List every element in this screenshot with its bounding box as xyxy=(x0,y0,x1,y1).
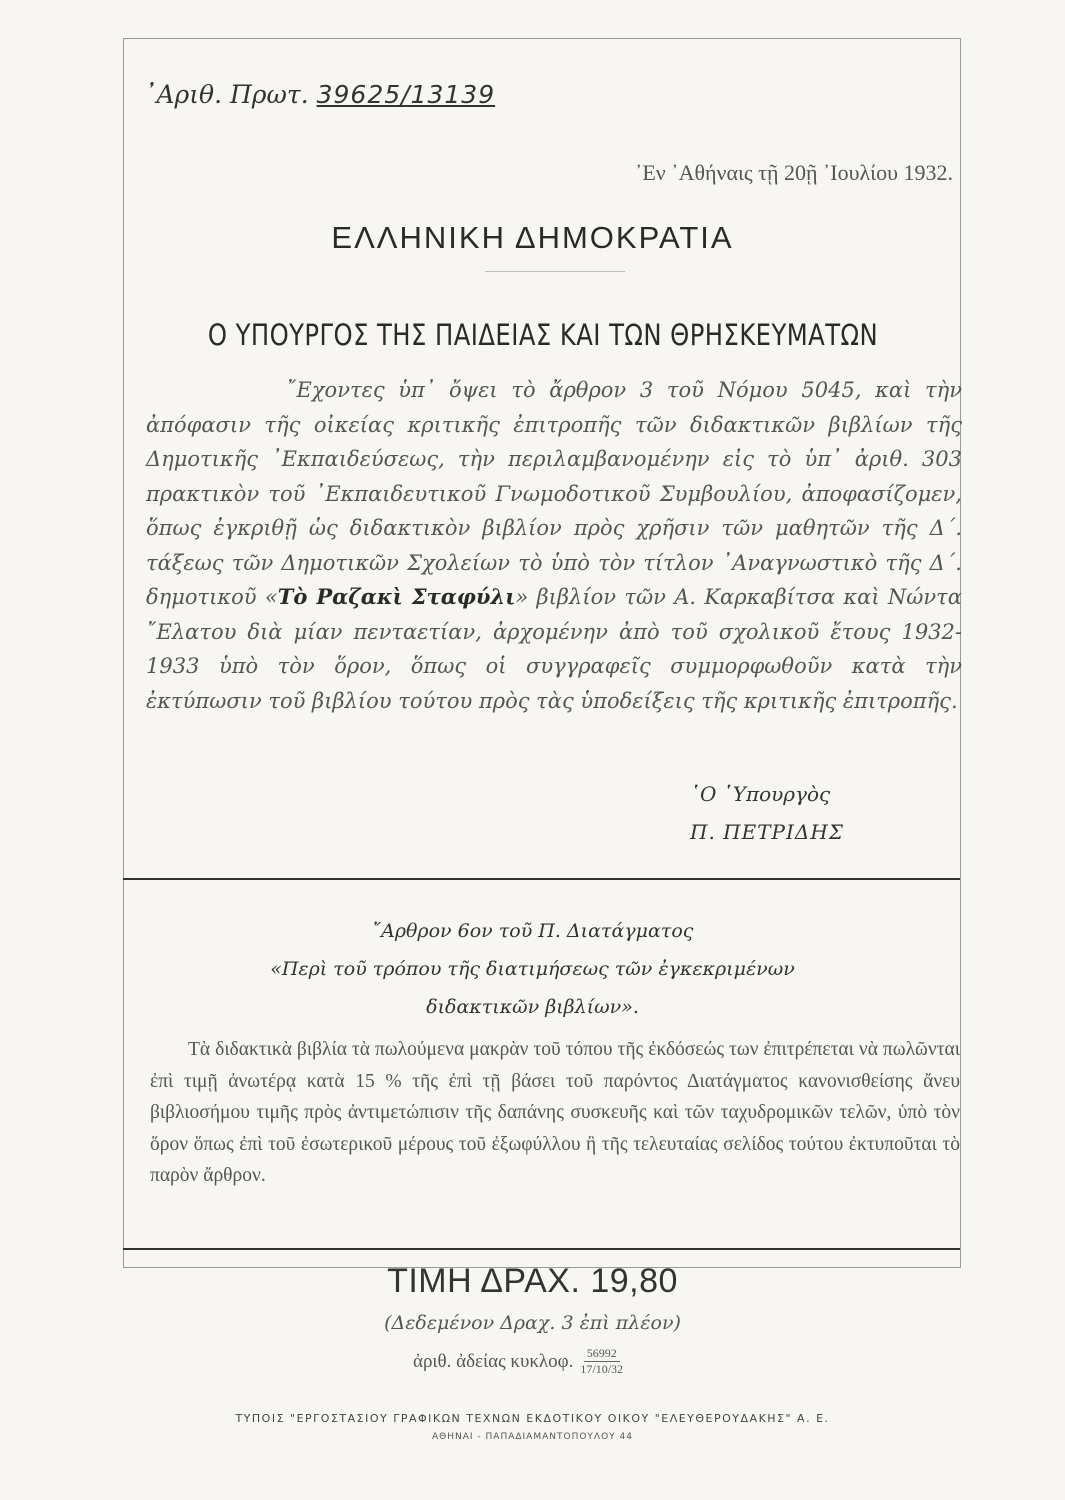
bound-price-note: (Δεδεμένον Δραχ. 3 ἐπὶ πλέον) xyxy=(384,1312,681,1334)
permit-fraction xyxy=(577,1346,626,1377)
republic-heading: ΕΛΛΗΝΙΚΗ ΔΗΜΟΚΡΑΤΙΑ xyxy=(331,220,734,255)
protocol-value: 39625/13139 xyxy=(316,80,496,109)
section-divider xyxy=(123,878,960,880)
minister-title: Ο ΥΠΟΥΡΓΟΣ ΤΗΣ ΠΑΙΔΕΙΑΣ ΚΑΙ ΤΩΝ ΘΡΗΣΚΕΥΜΑΤΩΝ xyxy=(207,318,879,352)
permit-date: 17/10/32 xyxy=(580,1362,624,1376)
price-label: ΤΙΜΗ ΔΡΑΧ. 19,80 xyxy=(387,1262,678,1300)
signature-block xyxy=(690,777,844,849)
signature-name: Π. ΠΕΤΡΙΔΗΣ xyxy=(690,820,844,844)
protocol-label: ᾽Αριθ. Πρωτ. xyxy=(144,80,309,109)
price-divider xyxy=(123,1248,960,1250)
signature-role: ῾Ο ῾Υπουργὸς xyxy=(690,782,831,806)
decision-text-after: » βιβλίον τῶν Α. Καρκαβίτσα καὶ Νώντα ῎Ελατου διὰ μίαν πενταετίαν, ἀρχομένην ἀπὸ τοῦ σχολικοῦ ἔτους 1932-1933 ὑπὸ τὸν ὅρον, ὅπως οἱ συγγραφεῖς συμμορφωθοῦν κατὰ τὴν ἐκτύπωσιν τοῦ βιβλίου τούτου πρὸς τὰς ὑποδείξεις τῆς κριτικῆς ἐπιτροπῆς. xyxy=(146,585,962,713)
document-date: ᾽Εν ᾽Αθήναις τῇ 20ῇ ᾽Ιουλίου 1932. xyxy=(635,160,953,185)
decision-text-before: ῎Εχοντες ὑπ᾽ ὄψει τὸ ἄρθρον 3 τοῦ Νόμου 5045, καὶ τὴν ἀπόφασιν τῆς οἰκείας κριτικῆς ἐπιτροπῆς τῶν διδακτικῶν βιβλίων τῆς Δημοτικῆς ᾽Εκπαιδεύσεως, τὴν περιλαμβανομένην εἰς τὸ ὑπ᾽ ἀριθ. 303 πρακτικὸν τοῦ ᾽Εκπαιδευτικοῦ Γνωμοδοτικοῦ Συμβουλίου, ἀποφασίζομεν, ὅπως ἐγκριθῇ ὡς διδακτικὸν βιβλίον πρὸς χρῆσιν τῶν μαθητῶν τῆς Δ΄. τάξεως τῶν Δημοτικῶν Σχολείων τὸ ὑπὸ τὸν τίτλον ᾽Αναγνωστικὸ τῆς Δ΄. δημοτικοῦ « xyxy=(146,378,962,609)
printer-line: ΤΥΠΟΙΣ "ΕΡΓΟΣΤΑΣΙΟΥ ΓΡΑΦΙΚΩΝ ΤΕΧΝΩΝ ΕΚΔΟΤΙΚΟΥ ΟΙΚΟΥ "ΕΛΕΥΘΕΡΟΥΔΑΚΗΣ" Α. Ε. xyxy=(235,1412,830,1425)
article-heading: ῎Αρθρον 6ον τοῦ Π. Διατάγματος xyxy=(371,920,694,942)
protocol-number xyxy=(144,80,495,109)
circulation-permit xyxy=(413,1346,626,1377)
printer-address: ΑΘΗΝΑΙ - ΠΑΠΑΔΙΑΜΑΝΤΟΠΟΥΛΟΥ 44 xyxy=(432,1432,633,1442)
permit-label: ἀριθ. ἀδείας κυκλοφ. xyxy=(413,1350,574,1372)
article-subtitle-2: διδακτικῶν βιβλίων». xyxy=(426,996,639,1018)
article-body: Τὰ διδακτικὰ βιβλία τὰ πωλούμενα μακρὰν τοῦ τόπου τῆς ἐκδόσεώς των ἐπιτρέπεται νὰ πωλῶνται ἐπὶ τιμῇ ἀνωτέρᾳ κατὰ 15 % τῆς ἐπὶ τῇ βάσει τοῦ παρόντος Διατάγματος κανονισθείσης ἄνευ βιβλιοσήμου τιμῆς πρὸς ἀντιμετώπισιν τῆς δαπάνης συσκευῆς καὶ τῶν ταχυδρομικῶν τελῶν, ὑπὸ τὸν ὅρον ὅπως ἐπὶ τοῦ ἐσωτερικοῦ μέρους τοῦ ἐξωφύλλου ἢ τῆς τελευταίας σελίδος τούτου ἐκτυποῦται τὸ παρὸν ἄρθρον. xyxy=(150,1039,960,1186)
heading-divider xyxy=(485,271,625,272)
book-title: Τὸ Ραζακὶ Σταφύλι xyxy=(277,584,516,609)
decision-paragraph xyxy=(146,373,962,718)
article-subtitle-1: «Περὶ τοῦ τρόπου τῆς διατιμήσεως τῶν ἐγκεκριμένων xyxy=(270,958,795,980)
permit-number: 56992 xyxy=(584,1346,620,1362)
